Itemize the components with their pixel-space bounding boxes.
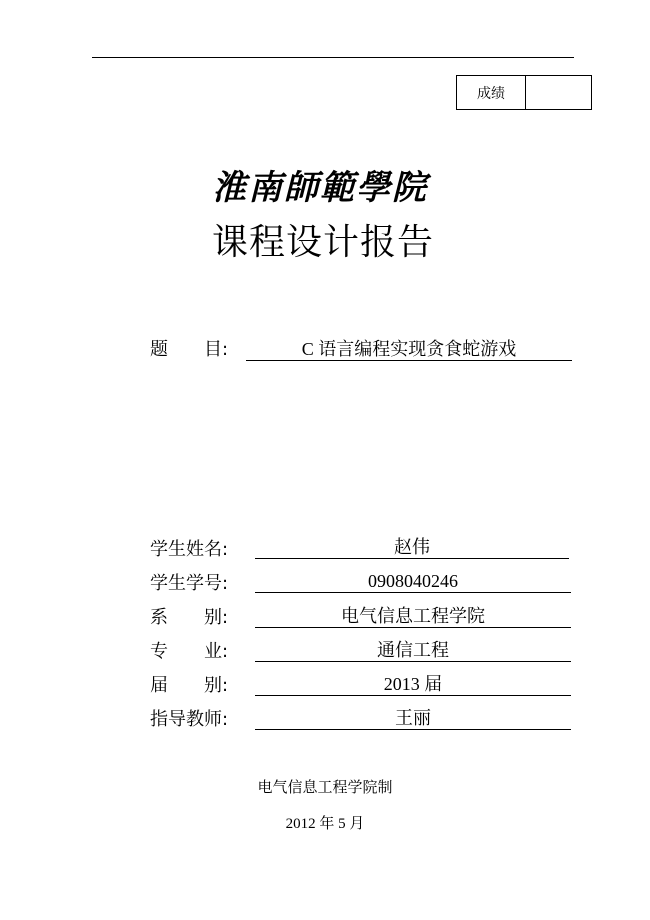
major-value: 通信工程 (255, 639, 571, 662)
class-year-value: 2013 届 (255, 673, 571, 696)
field-label: 专 业: (150, 641, 229, 662)
date-text: 2012 年 5 月 (285, 816, 365, 832)
department-value: 电气信息工程学院 (255, 605, 571, 628)
field-label: 指导教师: (150, 709, 229, 730)
field-label: 届 别: (150, 675, 229, 696)
field-row-class-year (150, 671, 250, 697)
field-row-student-id (150, 569, 250, 595)
advisor-value: 王丽 (255, 707, 571, 730)
grade-label: 成绩 (457, 76, 526, 109)
student-id-value: 0908040246 (255, 570, 571, 593)
field-row-advisor (150, 705, 250, 731)
field-row-student-name (150, 535, 250, 561)
topic-label: 题 目: (150, 339, 229, 360)
field-label: 学生姓名: (150, 539, 229, 560)
field-row-major (150, 637, 250, 663)
student-name-value: 赵伟 (255, 536, 569, 559)
field-label: 系 别: (150, 607, 229, 628)
field-row-department (150, 603, 250, 629)
field-label: 学生学号: (150, 573, 229, 594)
issuer-text: 电气信息工程学院制 (257, 778, 393, 796)
top-rule (92, 57, 574, 58)
topic-value: C 语言编程实现贪食蛇游戏 (246, 338, 572, 361)
school-name: 淮南師範學院 (212, 168, 428, 208)
report-title: 课程设计报告 (212, 222, 435, 263)
grade-box (456, 75, 592, 110)
topic-row (150, 335, 250, 361)
grade-value-cell[interactable] (526, 76, 591, 109)
